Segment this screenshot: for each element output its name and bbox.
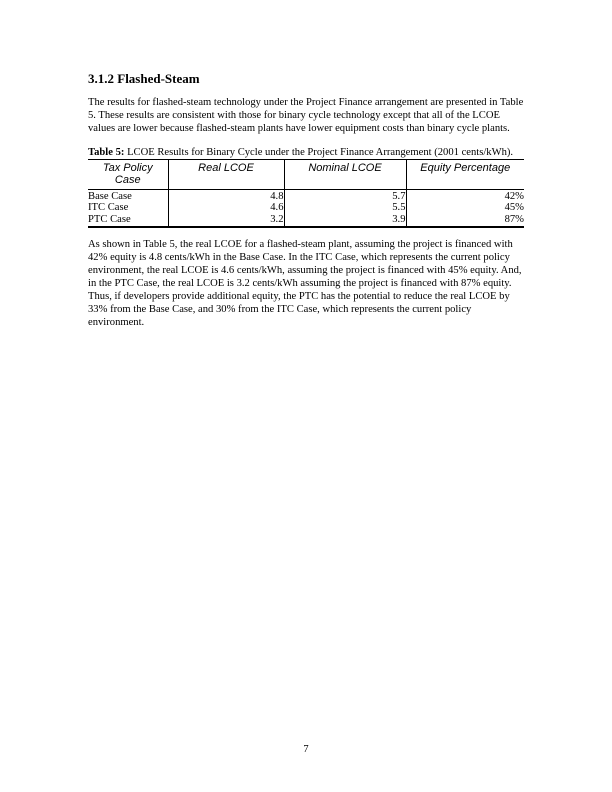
cell-equity-percentage: 87% <box>406 214 524 228</box>
column-header-real-lcoe: Real LCOE <box>168 160 284 190</box>
cell-case: PTC Case <box>88 213 131 225</box>
table-row <box>88 202 524 213</box>
table-row <box>88 190 524 203</box>
cell-nominal-lcoe: 5.5 <box>284 202 406 213</box>
column-header-nominal-lcoe: Nominal LCOE <box>284 160 406 190</box>
cell-case: ITC Case <box>88 202 129 214</box>
paragraph-intro: The results for flashed-steam technology under the Project Finance arrangement are presented in Table 5. These results are consistent with those for binary cycle technology except that all of the LCOE values are lower because flashed-steam plants have lower equipment costs than binary cycle plants. <box>88 97 524 134</box>
cell-equity-percentage: 45% <box>406 202 524 213</box>
table-caption-text: LCOE Results for Binary Cycle under the Project Finance Arrangement (2001 cents/kWh). <box>127 147 514 158</box>
column-header-tax-policy-case: Tax Policy Case <box>88 160 168 190</box>
page-content <box>88 72 524 341</box>
cell-real-lcoe: 4.8 <box>168 190 284 203</box>
paragraph-analysis: As shown in Table 5, the real LCOE for a flashed-steam plant, assuming the project is financed with 42% equity is 4.8 cents/kWh in the Base Case. In the ITC Case, which represents the current policy environment, the real LCOE is 4.6 cents/kWh, assuming the project is financed with 45% equity. And, in the PTC Case, the real LCOE is 3.2 cents/kWh assuming the project is financed with 87% equity. Thus, if developers provide additional equity, the PTC has the potential to reduce the real LCOE by 33% from the Base Case, and 30% from the ITC Case, which represents the current policy environment. <box>88 239 522 329</box>
lcoe-results-table <box>88 159 524 228</box>
cell-equity-percentage: 42% <box>406 190 524 203</box>
column-header-equity-percentage: Equity Percentage <box>406 160 524 190</box>
table-caption-label: Table 5: <box>88 147 125 158</box>
table-caption <box>88 147 524 159</box>
page-number: 7 <box>303 744 309 755</box>
cell-case: Base Case <box>88 191 132 202</box>
table-row <box>88 214 524 228</box>
cell-real-lcoe: 3.2 <box>168 214 284 228</box>
cell-nominal-lcoe: 3.9 <box>284 214 406 228</box>
table-header-row <box>88 160 524 190</box>
cell-nominal-lcoe: 5.7 <box>284 190 406 203</box>
section-heading: 3.1.2 Flashed-Steam <box>88 71 200 86</box>
cell-real-lcoe: 4.6 <box>168 202 284 213</box>
